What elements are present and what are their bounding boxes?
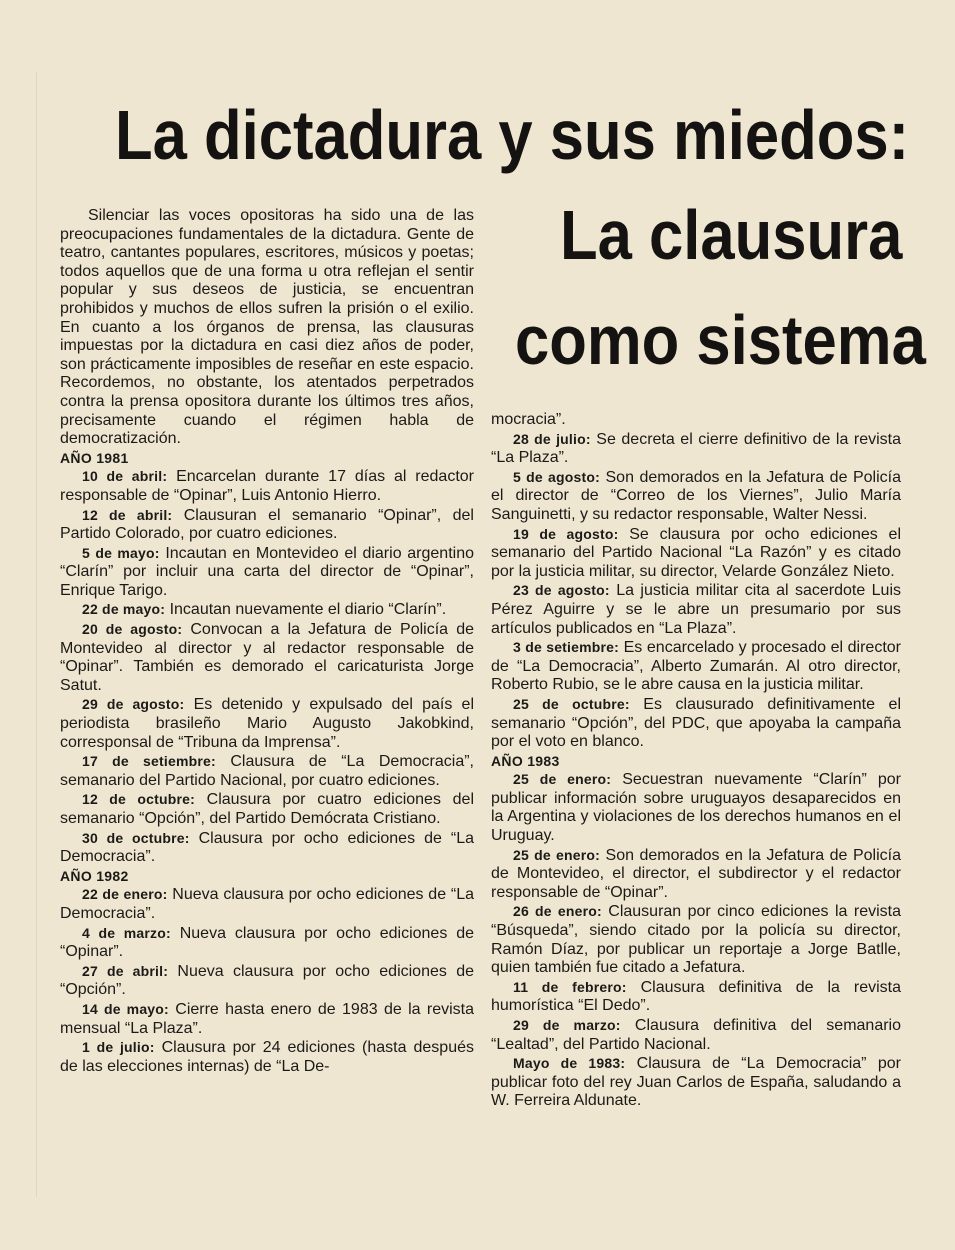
entry-date: 10 de abril: xyxy=(82,468,168,485)
intro-paragraph: Silenciar las voces opositoras ha sido una de las preocupaciones fundamentales de la dictadura. Gente de teatro, cantantes populares, escritores, músicos y poetas; todos aquellos que de una forma u otra reflejan el sentir popular y sus deseos de justicia, se encuentran prohibidos y muchos de ellos sufren la prisión o el exilio. En cuanto a los órganos de prensa, las clausuras impuestas por la dictadura en casi diez años de poder, son prácticamente imposibles de reseñar en este espacio. Recordemos, no obstante, los atentados perpetrados contra la prensa opositora durante los últimos tres años, precisamente cuando el régimen habla de democratización. xyxy=(60,207,474,448)
entry-text: Clausura de “La Democracia”, semanario del Partido Nacional, por cuatro ediciones. xyxy=(60,753,474,789)
entry-text: Secuestran nuevamente “Clarín” por publicar información sobre uruguayos desaparecidos en la Argentina y violaciones de los derechos humanos en el Uruguay. xyxy=(491,771,901,845)
entry-text: Clausura por 24 ediciones (hasta después de las elecciones internas) de “La De- xyxy=(60,1039,474,1075)
chronology-entry xyxy=(491,581,901,638)
entry-text: Clausura por cuatro ediciones del semanario “Opción”, del Partido Demócrata Cristiano. xyxy=(60,791,474,827)
entry-date: 29 de marzo: xyxy=(513,1017,621,1033)
chronology-entry xyxy=(491,902,901,977)
entry-text: La justicia militar cita al sacerdote Luis Pérez Aguirre y se le abre un presumario por sus artículos publicados en “La Plaza”. xyxy=(491,582,902,637)
entries-1983 xyxy=(491,770,901,1111)
entry-date: 19 de agosto: xyxy=(513,525,619,542)
chronology-entry xyxy=(491,846,901,903)
entry-text: Se decreta el cierre definitivo de la revista “La Plaza”. xyxy=(491,430,902,467)
chronology-entry xyxy=(491,525,901,582)
entry-date: 12 de octubre: xyxy=(82,791,195,808)
chronology-entry xyxy=(60,695,474,752)
entry-date: 12 de abril: xyxy=(82,506,173,523)
entries-1982-continued xyxy=(491,430,901,752)
chronology-entry xyxy=(60,467,474,505)
entry-text: Incautan en Montevideo el diario argentino “Clarín” por incluir una carta del director de “Opinar”, Enrique Tarigo. xyxy=(60,544,475,599)
entry-text: Incautan nuevamente el diario “Clarín”. xyxy=(165,601,447,619)
chronology-entry xyxy=(491,430,901,468)
entry-text: Clausuran por cinco ediciones la revista “Búsqueda”, siendo citado por la policía su director, Ramón Díaz, por publicar un reportaje a Jorge Batlle, quien también fue citado a Jefatura. xyxy=(491,903,901,977)
entry-date: 30 de octubre: xyxy=(82,829,190,846)
year-heading-1983: AÑO 1983 xyxy=(491,752,560,769)
chronology-entry xyxy=(491,770,901,845)
headline-line-2: La clausura xyxy=(560,196,903,274)
year-heading-1981: AÑO 1981 xyxy=(60,449,129,466)
left-column xyxy=(60,207,474,1076)
entry-date: 28 de julio: xyxy=(513,430,591,447)
entry-text: Se clausura por ocho ediciones el semanario del Partido Nacional “La Razón” y es citado por la justicia militar, su director, Velarde González Nieto. xyxy=(491,525,901,580)
entry-text: Es encarcelado y procesado el director de “La Democracia”, Alberto Zumarán. Al otro director, Roberto Rubio, se le abre causa en la justicia militar. xyxy=(491,639,901,694)
entries-1981 xyxy=(60,467,474,866)
chronology-entry xyxy=(491,695,901,752)
continued-text: mocracia”. xyxy=(491,411,566,428)
entry-date: 17 de setiembre: xyxy=(82,753,216,770)
chronology-entry xyxy=(60,1038,474,1076)
entry-date: 3 de setiembre: xyxy=(513,639,620,656)
entry-date: 25 de enero: xyxy=(513,846,601,863)
entry-text: Clausura por ocho ediciones de “La Democracia”. xyxy=(60,829,474,866)
entry-text: Encarcelan durante 17 días al redactor responsable de “Opinar”, Luis Antonio Hierro. xyxy=(60,468,474,504)
entries-1982 xyxy=(60,885,474,1076)
entry-date: 20 de agosto: xyxy=(82,621,183,638)
chronology-entry xyxy=(60,924,474,962)
chronology-entry xyxy=(60,752,474,790)
year-heading-1982: AÑO 1982 xyxy=(60,867,129,884)
chronology-entry xyxy=(60,600,474,620)
entry-text: Clausura definitiva de la revista humorística “El Dedo”. xyxy=(491,978,901,1015)
entry-text: Nueva clausura por ocho ediciones de “Opción”. xyxy=(60,962,474,999)
chronology-entry xyxy=(60,829,474,867)
entry-date: 23 de agosto: xyxy=(513,582,610,599)
entry-date: 5 de agosto: xyxy=(513,468,600,485)
entry-text: Clausura definitiva del semanario “Lealtad”, del Partido Nacional. xyxy=(491,1017,901,1053)
chronology-entry xyxy=(60,506,474,544)
entry-date: 25 de enero: xyxy=(513,771,612,788)
entry-date: 14 de mayo: xyxy=(82,1000,169,1017)
entry-text: Nueva clausura por ocho ediciones de “La Democracia”. xyxy=(60,886,474,922)
entry-text: Clausura de “La Democracia” por publicar foto del rey Juan Carlos de España, saludando a W. Ferreira Aldunate. xyxy=(491,1055,902,1110)
chronology-entry xyxy=(60,962,474,1000)
chronology-entry xyxy=(60,790,474,828)
chronology-entry xyxy=(491,468,901,525)
entry-text: Es detenido y expulsado del país el periodista brasileño Mario Augusto Jakobkind, corresponsal de “Tribuna da Imprensa”. xyxy=(60,696,475,751)
entry-date: 22 de enero: xyxy=(82,886,168,903)
chronology-entry xyxy=(60,885,474,923)
entry-text: Es clausurado definitivamente el semanario “Opción”, del PDC, que apoyaba la campaña por el voto en blanco. xyxy=(491,695,901,751)
entry-text: Convocan a la Jefatura de Policía de Montevideo al director y al redactor responsable de “Opinar”. También es demorado el caricaturista Jorge Satut. xyxy=(60,621,475,694)
chronology-entry xyxy=(491,1016,901,1054)
chronology-entry xyxy=(491,1054,901,1111)
right-column xyxy=(491,411,901,1111)
headline-line-3: como sistema xyxy=(515,301,926,379)
entry-date: 29 de agosto: xyxy=(82,696,185,713)
chronology-entry xyxy=(491,638,901,695)
chronology-entry xyxy=(60,544,474,601)
entry-date: 5 de mayo: xyxy=(82,544,160,561)
chronology-entry xyxy=(60,620,474,695)
entry-date: 4 de marzo: xyxy=(82,924,171,941)
entry-date: 26 de enero: xyxy=(513,903,602,920)
entry-text: Son demorados en la Jefatura de Policía el director de “Correo de los Viernes”, Julio María Sanguinetti, y su redactor responsable, Walter Nessi. xyxy=(491,468,902,523)
entry-text: Cierre hasta enero de 1983 de la revista mensual “La Plaza”. xyxy=(60,1000,475,1037)
entry-text: Son demorados en la Jefatura de Policía de Montevideo, el director, el subdirector y el redactor responsable de “Opinar”. xyxy=(491,846,901,901)
entry-date: 1 de julio: xyxy=(82,1039,155,1056)
chronology-entry xyxy=(60,1000,474,1038)
entry-text: Nueva clausura por ocho ediciones de “Opinar”. xyxy=(60,924,474,961)
entry-date: 25 de octubre: xyxy=(513,695,630,712)
entry-date: 27 de abril: xyxy=(82,962,169,979)
chronology-entry xyxy=(491,978,901,1016)
entry-date: 22 de mayo: xyxy=(82,601,166,618)
entry-text: Clausuran el semanario “Opinar”, del Partido Colorado, por cuatro ediciones. xyxy=(60,506,474,543)
headline: La dictadura y sus miedos: xyxy=(115,96,910,174)
entry-date: Mayo de 1983: xyxy=(513,1055,626,1072)
entry-date: 11 de febrero: xyxy=(513,978,627,995)
